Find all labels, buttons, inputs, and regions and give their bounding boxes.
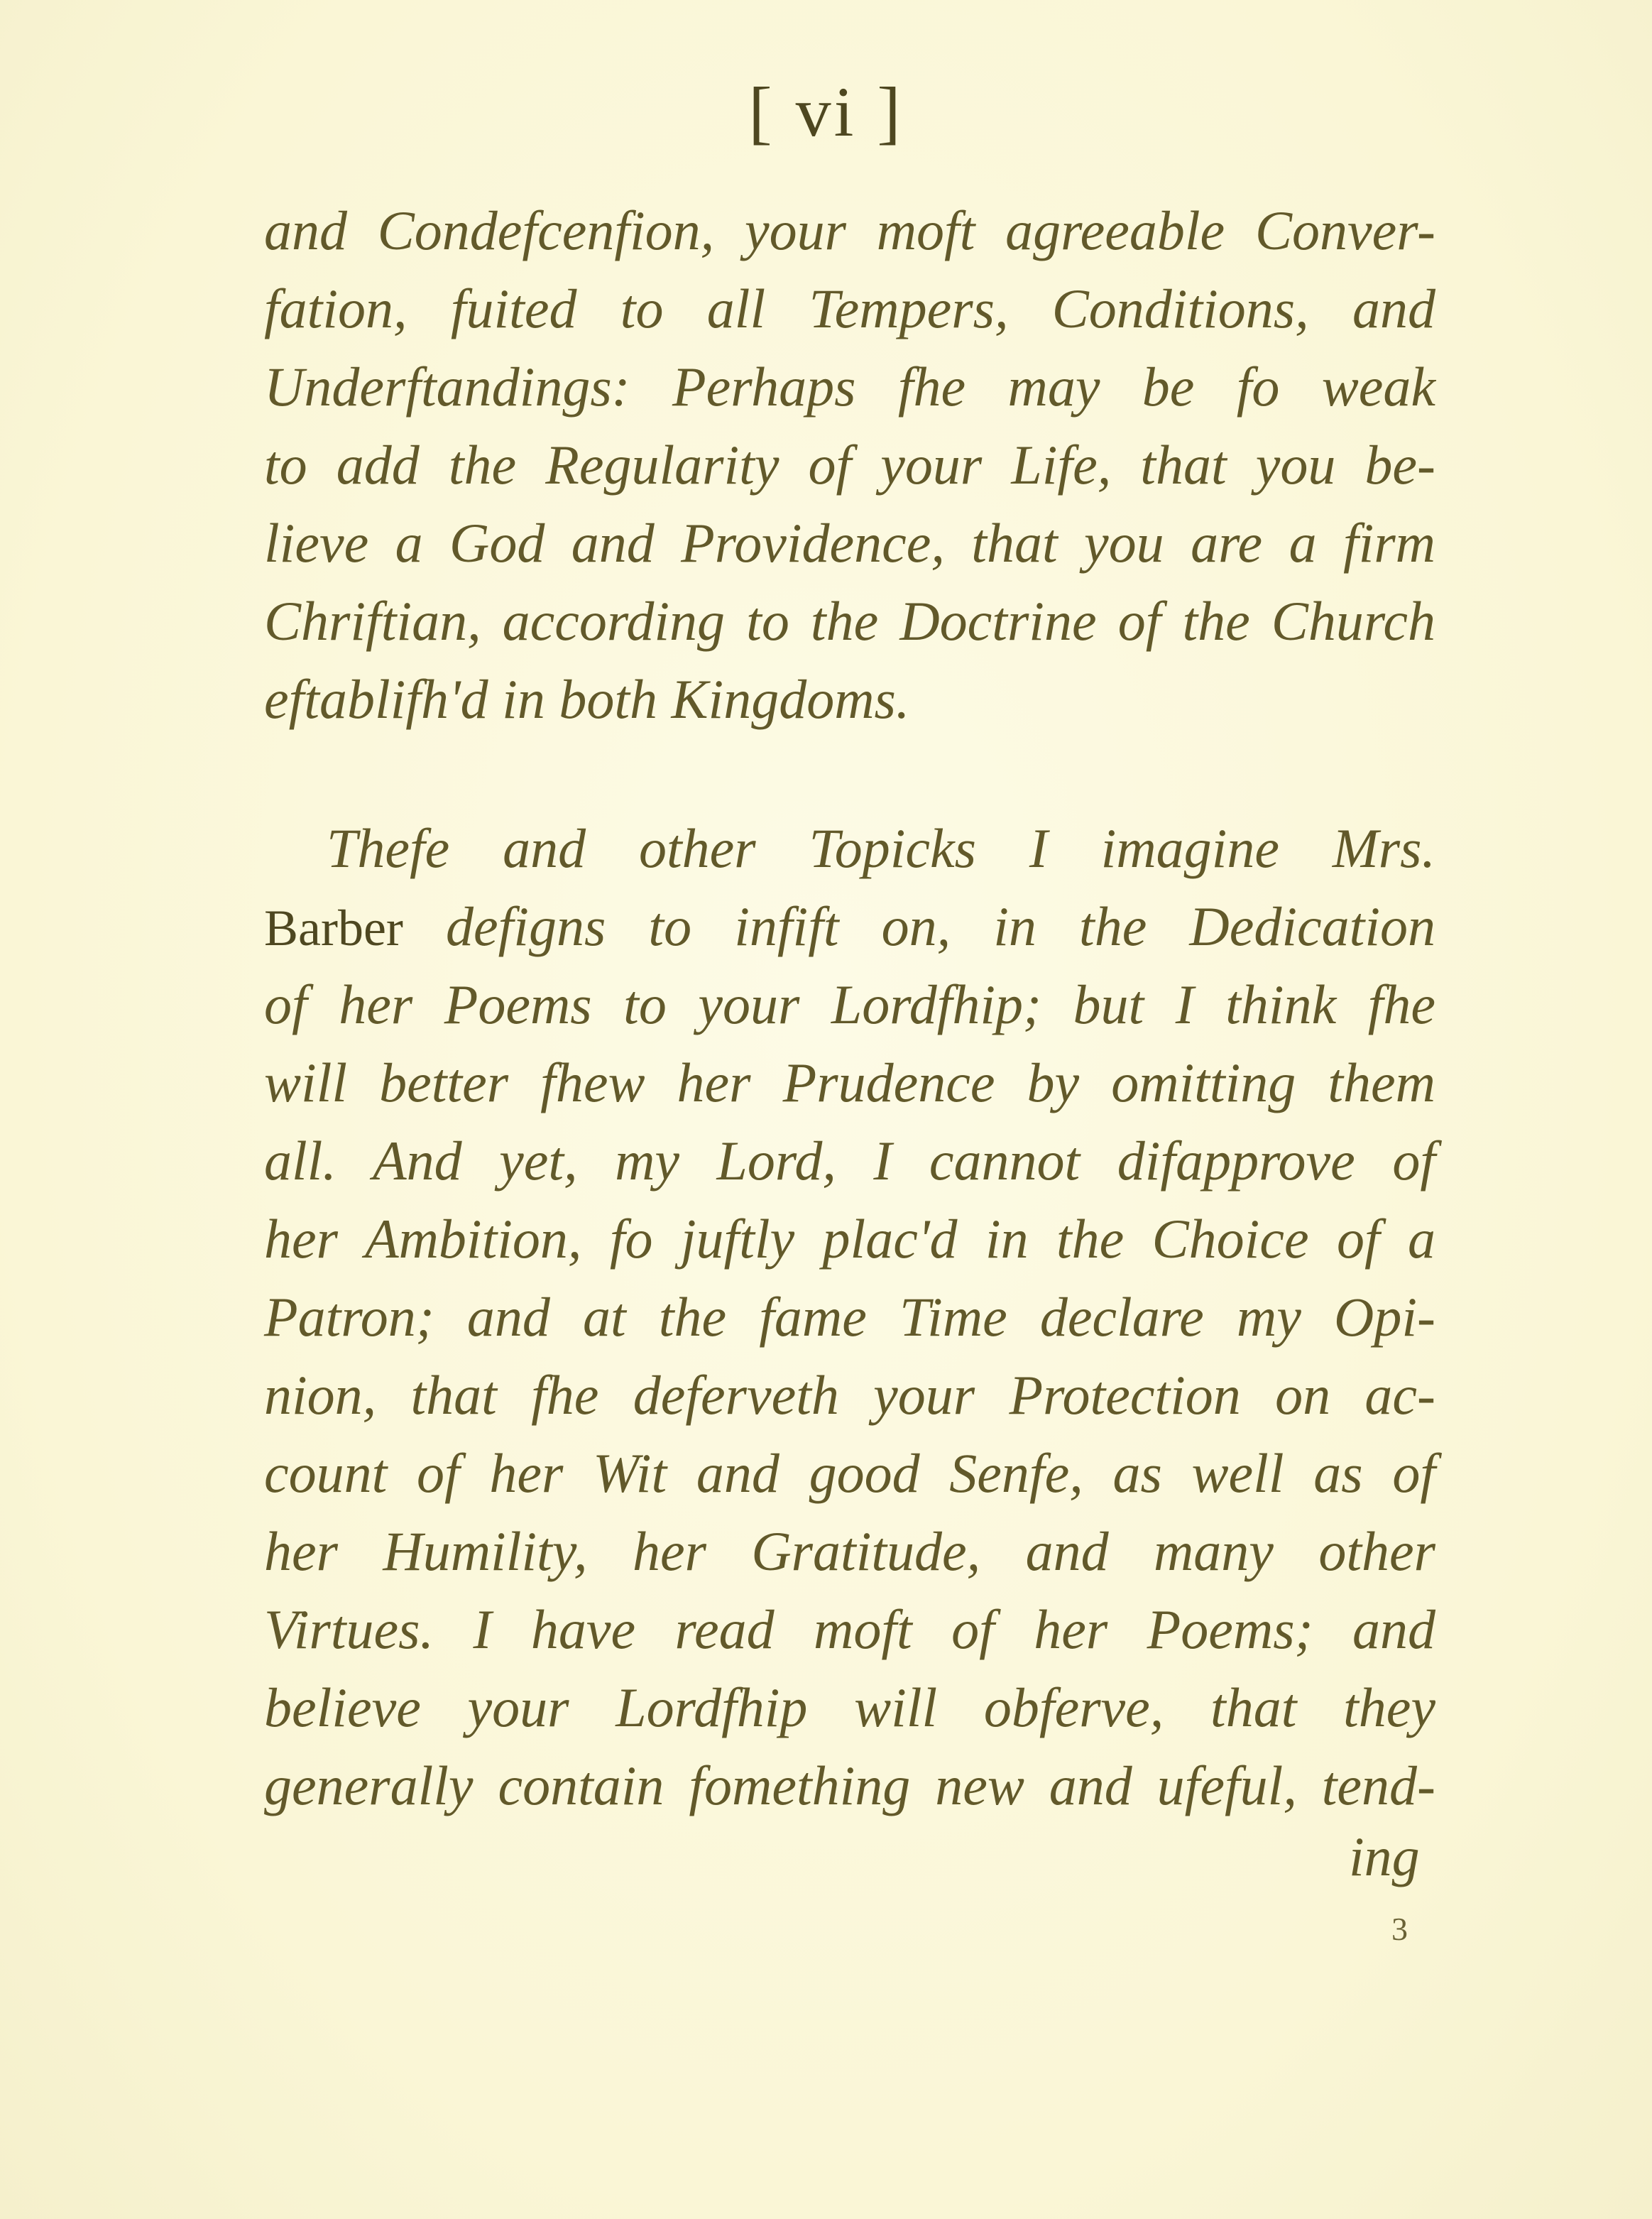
text-fragment: defigns to infift on, in the Dedication [446, 895, 1436, 957]
text-line: her Ambition, fo juftly plac'd in the Choice of a [264, 1208, 1435, 1270]
text-line: her Humility, her Gratitude, and many other [264, 1520, 1435, 1582]
signature-mark: 3 [1391, 1911, 1408, 1947]
text-line: believe your Lordfhip will obferve, that they [264, 1676, 1435, 1738]
text-line: all. And yet, my Lord, I cannot difapprove of [264, 1130, 1435, 1192]
text-line: count of her Wit and good Senfe, as well as of [264, 1442, 1435, 1504]
text-line: of her Poems to your Lordfhip; but I think fhe [264, 974, 1435, 1035]
text-line-with-name [264, 888, 1435, 966]
text-line: and Condefcenfion, your moft agreeable Conver- [264, 200, 1435, 261]
catchword: ing [1349, 1826, 1420, 1887]
text-line: Chriftian, according to the Doctrine of the Church [264, 590, 1435, 652]
text-line: generally contain fomething new and ufeful, tend- [264, 1755, 1435, 1816]
text-line: to add the Regularity of your Life, that you be- [264, 434, 1435, 496]
name-barber: Barber [264, 900, 403, 956]
text-line: Virtues. I have read moft of her Poems; and [264, 1598, 1435, 1660]
page-header: [ vi ] [748, 72, 904, 151]
paragraph-opening-line: Thefe and other Topicks I imagine Mrs. [327, 817, 1435, 879]
text-line: Patron; and at the fame Time declare my Opi- [264, 1286, 1435, 1348]
text-line: eftablifh'd in both Kingdoms. [264, 668, 910, 730]
text-line: Underftandings: Perhaps fhe may be fo weak [264, 356, 1435, 418]
text-line: fation, fuited to all Tempers, Conditions, and [264, 278, 1435, 339]
text-line: lieve a God and Providence, that you are a firm [264, 512, 1435, 574]
text-line: will better fhew her Prudence by omitting them [264, 1052, 1435, 1113]
text-line: nion, that fhe deferveth your Protection on ac- [264, 1364, 1435, 1426]
